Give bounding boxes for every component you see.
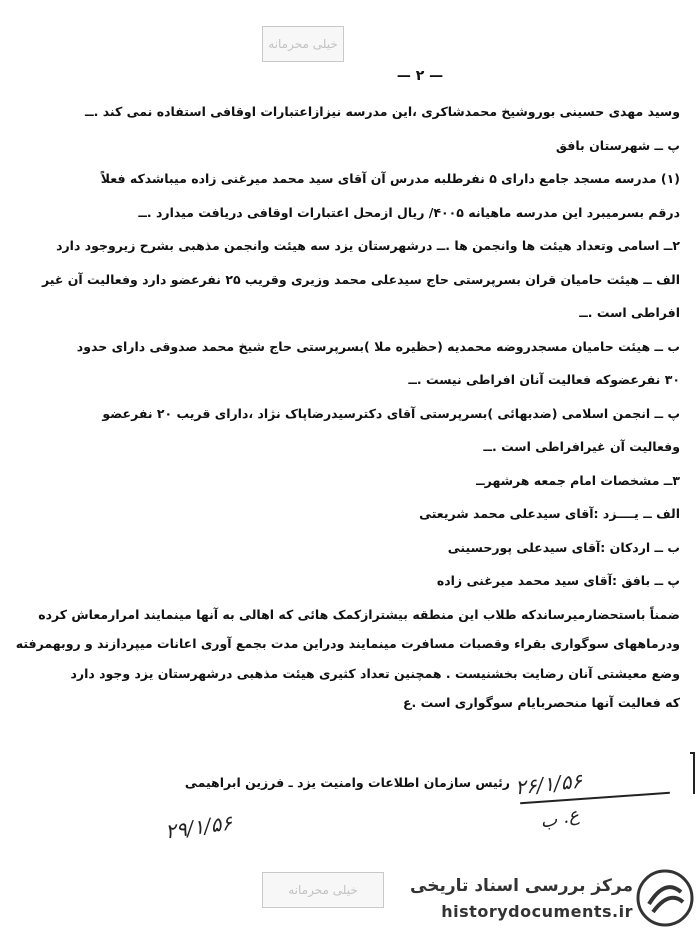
body-line: ب ــ اردکان :آقای سیدعلی پورحسینی — [447, 539, 680, 555]
handwritten-bracket — [690, 752, 695, 794]
body-line: پ ــ بافق :آقای سید محمد میرغنی زاده — [436, 573, 680, 588]
body-line: پ ــ شهرستان بافق — [555, 137, 680, 153]
body-line: ۲ــ اسامی وتعداد هیئت ها وانجمن ها .ــ درشهرستان یزد سه هیئت وانجمن مذهبی بشرح زیروجود دارد — [56, 238, 680, 253]
body-line: ۳۰ نفرعضوکه فعالیت آنان افراطی نیست .ــ — [408, 372, 680, 387]
handwritten-date-right: ۲۶/۱/۵۶ — [513, 768, 584, 800]
body-line: درقم بسرمیبرد این مدرسه ماهیانه ۴۰۰۵/ ریال ازمحل اعتبارات اوقافی دریافت میدارد .ــ — [138, 204, 680, 220]
body-line: وفعالیت آن غیرافراطی است .ــ — [483, 439, 680, 454]
body-line: ودرماههای سوگواری بقراء وقصبات مسافرت مینمایند ودراین مدت بجمع آوری اعانات میپردازند و روبهمرفته — [15, 636, 680, 651]
body-line: (۱) مدرسه مسجد جامع دارای ۵ نفرطلبه مدرس آن آقای سید محمد میرغنی زاده میباشدکه فعلاً — [100, 171, 680, 186]
body-line: الف ــ یــــزد :آقای سیدعلی محمد شریعتی — [419, 506, 680, 521]
body-line: وضع معیشتی آنان رضایت بخشنیست . همچنین تعداد کثیری هیئت مذهبی درشهرستان یزد وجود دارد — [70, 665, 680, 681]
body-line: الف ــ هیئت حامیان قران بسرپرستی حاج سیدعلی محمد وزیری وقریب ۲۵ نفرعضو دارد وفعالیت آن غیر — [41, 271, 680, 287]
body-line: که فعالیت آنها منحصربایام سوگواری است .ع — [403, 695, 680, 710]
handwritten-initials: ع. ب — [538, 804, 581, 833]
handwritten-date-left: ۲۹/۱/۵۶ — [163, 810, 234, 844]
body-line: وسید مهدی حسینی بوروشیخ محمدشاکری ،این مدرسه نیزازاعتبارات اوقافی استفاده نمی کند .ــ — [85, 104, 680, 119]
body-line: ب ــ هیئت حامیان مسجدروضه محمدیه (حظیره ملا )بسرپرستی حاج شیخ محمد صدوقی دارای حدود — [76, 338, 680, 354]
document-body — [15, 100, 680, 721]
archive-name: مرکز بررسی اسناد تاریخی — [410, 876, 633, 896]
body-line: ضمناً باستحضارمیرساندکه طلاب این منطقه بیشترازکمک هائی که اهالی به آنها مینمایند امرارمعاش کرده — [38, 606, 680, 622]
classification-stamp-bottom: خیلی محرمانه — [262, 872, 384, 908]
archive-watermark — [410, 868, 695, 928]
page-number: — ۲ — — [396, 68, 444, 84]
archive-url: historydocuments.ir — [441, 902, 633, 921]
classification-stamp-top: خیلی محرمانه — [262, 26, 344, 62]
archive-logo-icon — [635, 868, 695, 928]
body-line: ۳ــ مشخصات امام جمعه هرشهرــ — [476, 472, 680, 488]
body-line: افراطی است .ــ — [579, 305, 680, 320]
body-line: پ ــ انجمن اسلامی (ضدبهائی )بسرپرستی آقای دکترسیدرضاپاک نژاد ،دارای قریب ۲۰ نفرعضو — [102, 405, 680, 421]
signatory-title: رئیس سازمان اطلاعات وامنیت یزد ـ فرزین ابراهیمی — [184, 775, 510, 790]
